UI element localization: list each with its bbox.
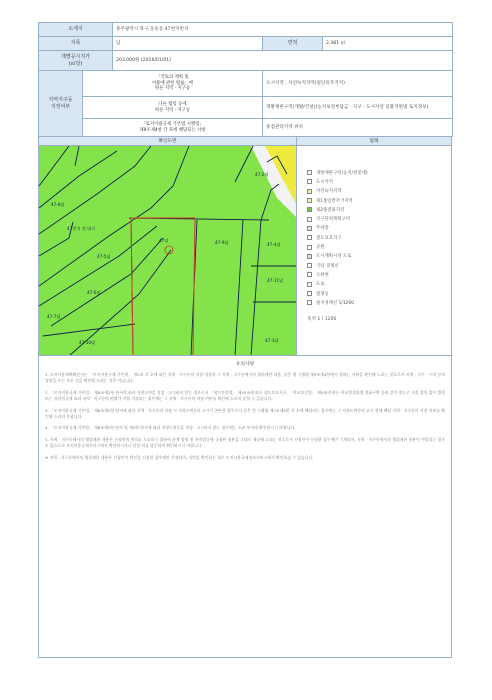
legend-item <box>307 214 445 223</box>
legend-label: 공원 <box>316 245 325 251</box>
legend-item <box>307 280 445 289</box>
legend-item <box>307 224 445 233</box>
parcel-label: 47-6답 <box>87 290 101 295</box>
parcel-label: 47-11답 <box>267 278 284 283</box>
legend-label: 개발제한구역(농지/전봇대) <box>316 170 368 176</box>
legend-swatch <box>307 291 312 296</box>
legend-item <box>307 177 445 186</box>
legend-swatch <box>307 179 312 184</box>
legend-swatch <box>307 189 312 194</box>
notes-title: 유의사항 <box>235 362 255 367</box>
legend-list <box>307 168 445 307</box>
legend-item <box>307 242 445 251</box>
legend-item <box>307 233 445 242</box>
zoning-sub-law: 「국토의 계획 및 이용에 관한 법률」에 따른 지역 · 지구등 <box>83 71 263 97</box>
price-label: 개별공시지가 (㎡당) <box>39 51 113 71</box>
zoning-value-decree: 중점관리지역 위치 <box>263 119 453 137</box>
cadastral-map-svg <box>39 146 297 355</box>
parcel-label: 47-3답 <box>265 338 279 343</box>
parcel-label: 47-2답 <box>255 172 269 177</box>
legend-swatch <box>307 272 312 277</box>
legend-item <box>307 270 445 279</box>
legend-label: 철도보호지구 <box>316 235 342 241</box>
legend-swatch <box>307 207 312 212</box>
notes-section <box>38 356 452 658</box>
legend-item <box>307 298 445 307</box>
legend-swatch <box>307 198 312 203</box>
land-use-certificate <box>38 22 452 658</box>
legend-label: 도로 <box>316 282 325 288</box>
map-header: 확인도면 <box>39 137 297 145</box>
legend-label: 필지경계선 1/1200 <box>316 300 355 306</box>
legend-swatch <box>307 226 312 231</box>
legend-label: 기타 경계선 <box>316 263 339 269</box>
parcel-label: 47-9답 <box>215 240 229 245</box>
jimok-label: 지목 <box>39 37 113 51</box>
legend-label: 제2종전용지역 <box>316 207 345 213</box>
legend-item <box>307 289 445 298</box>
map-section <box>38 146 452 356</box>
note-paragraph: 2. 「토지이용규제 기본법」 제8조제2항 단서에 따라 지형도면을 작성 · 고시하지 않는 경우로서 「철도안전법」 제45조에 따른 철도보호지구, 「학교보건법」 제5조에 따른 학교환경위생 정화구역 등과 같이 별도로 지정 절차 없이 법령 또는 자치법규에 따라 지역 · 지구등의 범위가 직접 지정되는 경우에는 그 지역 · 지구등의 지정 여부를 확인해 드리지 못할 수 있습니다. <box>45 389 445 402</box>
note-paragraph: 1. 토지이용계획확인서는 「토지이용규제 기본법」 제5조 각 호에 따른 지역 · 지구등의 지정 내용과 그 지역 · 지구등에서의 행위제한 내용, 같은 법 시행령 제9조제4항에서 정하는 사항을 확인해 드리는 것으로서 지역 · 지구 · 구역 등의 명칭을 쓰는 모든 것을 확인해 드리는 것은 아닙니다. <box>45 372 445 384</box>
price-value: 203,000원 (2016/01/01) <box>113 51 453 71</box>
map-band <box>38 137 452 146</box>
legend-panel <box>297 146 451 355</box>
legend-label: 주차장 <box>316 226 329 232</box>
legend-swatch <box>307 170 312 175</box>
legend-item <box>307 168 445 177</box>
parcel-label: 47번지 전 대지 <box>67 226 96 231</box>
legend-item <box>307 252 445 261</box>
zoning-value-law: 도시지역 , 자연녹지지역(일단의주거지) <box>263 71 453 97</box>
legend-item <box>307 205 445 214</box>
legend-swatch <box>307 245 312 250</box>
legend-swatch <box>307 235 312 240</box>
legend-label: 도시지역 <box>316 179 333 185</box>
info-table <box>38 22 453 137</box>
parcel-label: 47-10답 <box>79 340 96 345</box>
area-label: 면적 <box>263 37 323 51</box>
legend-swatch <box>307 263 312 268</box>
parcel-label: 47답 <box>159 238 169 243</box>
legend-item <box>307 187 445 196</box>
note-paragraph: 5. 지역 · 지구등에서의 행위제한 내용은 신청인의 편의를 도모하기 위하여 관계 법령 및 자치법규에 규정된 내용을 그대로 제공해 드리는 것으로서 신청인이 신청한 경우에만 기재되며, 지역 · 지구등에서의 행위제한 내용이 변경되는 경우도 있으므로 토지이용규제서비스에서 확인하시거나 담당 과를 방문하여 확인하시기 바랍니다. <box>45 436 445 449</box>
parcel-label: 47-4답 <box>267 242 281 247</box>
parcel-label: 47-8답 <box>51 202 65 207</box>
area-value: 2,381 ㎡ <box>323 37 453 51</box>
parcel-label: 47-5답 <box>97 254 111 259</box>
legend-label: 지구단위계획구역 <box>316 217 350 223</box>
map-scale: 축척 1 / 1200 <box>307 317 337 322</box>
zoning-sub-decree: 「토지이용규제 기본법 시행령」 제9조제4항 각 호에 해당되는 사항 <box>83 119 263 137</box>
cadastral-map <box>39 146 297 355</box>
note-paragraph: ※ 지역 · 지구등에서의 행위제한 내용은 신청인이 확인을 신청한 경우에만 기재되며, 지번을 확인하는 경우 토지이용규제정보서비스에서 확인하실 수 있습니다. <box>45 454 314 460</box>
legend-swatch <box>307 217 312 222</box>
legend-swatch <box>307 300 312 305</box>
legend-label: 소하천 <box>316 272 329 278</box>
zoning-label: 지역지구등 지정여부 <box>39 71 83 137</box>
location-label: 소재지 <box>39 23 113 37</box>
legend-label: 법정동 <box>316 291 329 297</box>
legend-item <box>307 261 445 270</box>
legend-header: 범례 <box>297 137 451 145</box>
note-paragraph: 3. 「토지이용규제 기본법」 제8조제3항 단서에 따라 지역 · 지구등의 지정 시 지형도면등의 고시가 곤란한 경우로서 같은 법 시행령 제7조제4항 각 호에 해당되는 경우에는 그 지형도면등의 고시 전에 해당 지역 · 지구등의 지정 여부를 확인해 드리지 못합니다. <box>45 407 445 420</box>
legend-swatch <box>307 282 312 287</box>
note-paragraph: 4. 「토지이용규제 기본법」 제8조제2항 단서 및 제3항 단서에 따라 지형도면등을 작성 · 고시하지 않는 경우에는 소관 부서에 확인하시기 바랍니다. <box>45 425 296 431</box>
legend-label: 자연녹지지역 <box>316 189 342 195</box>
parcel-label: 47-7답 <box>47 314 61 319</box>
legend-item <box>307 196 445 205</box>
zoning-value-other: 개발제한구역(개발/건설)(농지보전부담금 · 지구 · 도시자연 일괄지원법 토지정보) <box>263 97 453 119</box>
legend-swatch <box>307 254 312 259</box>
legend-label: 제1종일반주거지역 <box>316 198 353 204</box>
jimok-value: 답 <box>113 37 263 51</box>
location-value: 충주광역시 북구 동동동 47번지번지 <box>113 23 453 37</box>
zoning-sub-other: 다른 법령 등에 따른 지역 · 지구등 <box>83 97 263 119</box>
legend-label: 도시계획시설 도로 <box>316 254 352 260</box>
